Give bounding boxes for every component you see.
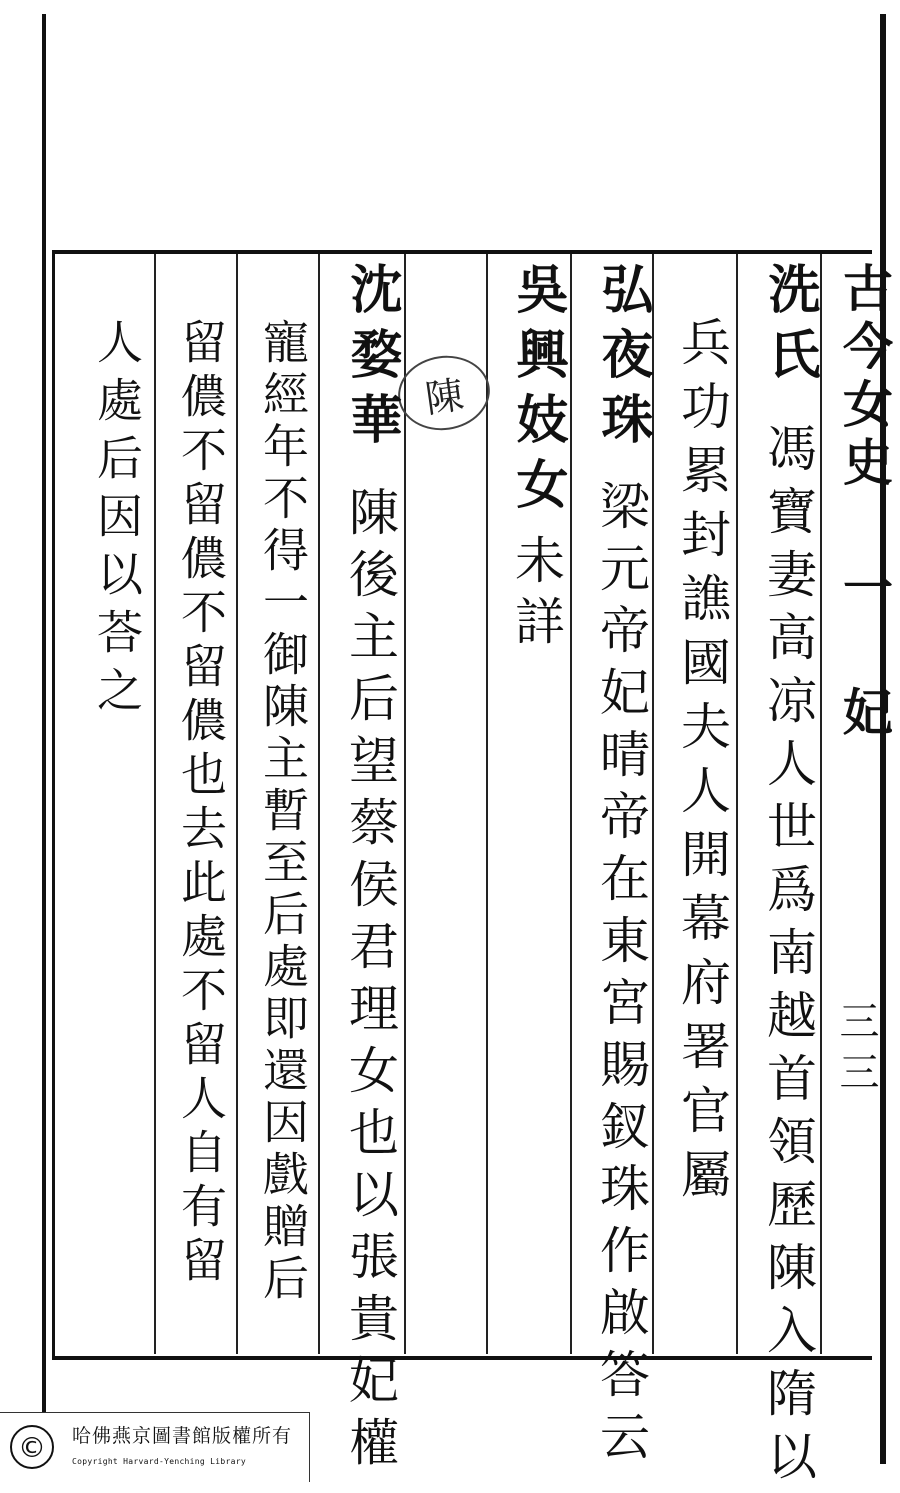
column-divider: [236, 254, 238, 1354]
page-header: 古今女史 一 妃: [835, 262, 894, 744]
entry-text: 兵功累封譙國夫人開幕府署官屬: [673, 316, 731, 1212]
entry-text: 馮寶妻高凉人世爲南越首領歷陳入隋以: [759, 422, 817, 1493]
folio-number: 三三: [833, 1000, 879, 1102]
entry-text: 留儂不留儂不留儂也去此處不留人自有留: [174, 318, 228, 1290]
column-divider: [154, 254, 156, 1354]
entry-name: 弘夜珠: [592, 262, 653, 457]
copyright-chinese: 哈佛燕京圖書館版權所有: [72, 1425, 293, 1447]
entry-text: 未詳: [507, 534, 565, 656]
copyright-english: Copyright Harvard-Yenching Library: [72, 1457, 246, 1466]
copyright-icon: ©: [10, 1425, 54, 1469]
copyright-notice: [0, 1412, 310, 1482]
entry-name: 吳興妓女: [507, 262, 568, 522]
entry-name: 沈婺華: [341, 262, 402, 457]
entry-text: 寵經年不得一御陳主暫至后處即還因戲贈后: [256, 318, 310, 1306]
column-divider: [486, 254, 488, 1354]
entry-name: 洗氏: [759, 262, 820, 392]
entry-text: 陳後主后望蔡侯君理女也以張貴妃權: [341, 486, 399, 1478]
entry-text: 人處后因以荅之: [90, 318, 144, 724]
seal-stamp: 陳: [393, 350, 494, 436]
entry-text: 梁元帝妃晴帝在東宮賜釵珠作啟答云: [592, 480, 650, 1472]
column-divider: [318, 254, 320, 1354]
left-margin-rule: [42, 14, 46, 1414]
